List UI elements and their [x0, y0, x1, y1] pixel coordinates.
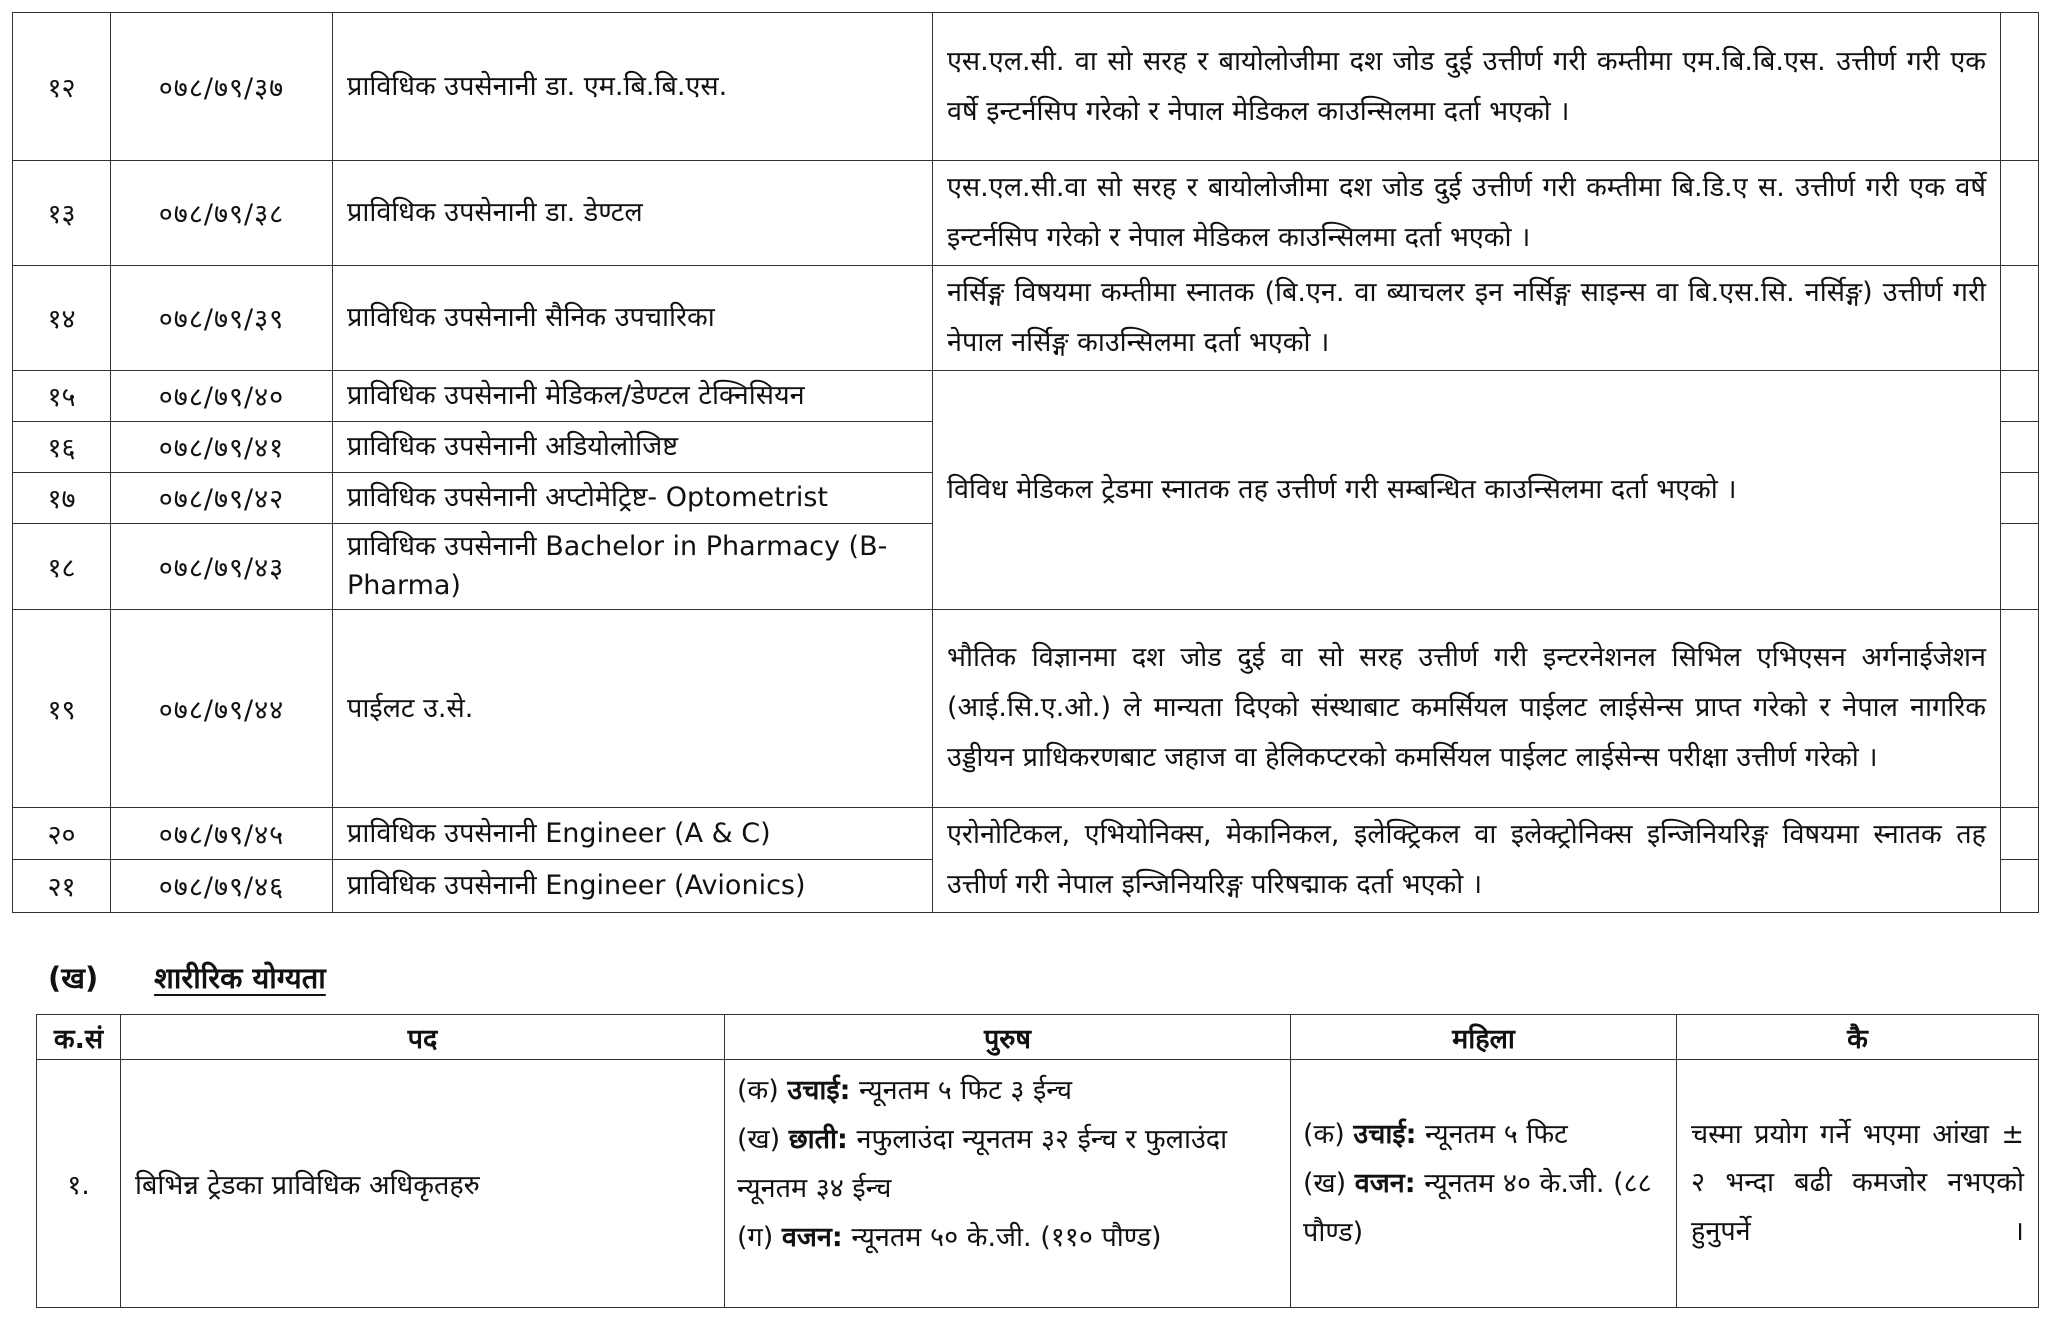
advertisement-code: ०७८/७९/४० [111, 370, 333, 421]
serial-number: १. [37, 1060, 121, 1308]
qualification-text: एस.एल.सी.वा सो सरह र बायोलोजीमा दश जोड दुई उत्तीर्ण गरी कम्तीमा बि.डि.ए स. उत्तीर्ण गरी एक वर्षे इन्टर्नसिप गरेको र नेपाल मेडिकल काउन्सिलमा दर्ता भएको । [933, 161, 2001, 266]
empty-cell [2001, 161, 2039, 266]
advertisement-code: ०७८/७९/४२ [111, 472, 333, 523]
empty-cell [2001, 13, 2039, 161]
table-row [13, 370, 2039, 421]
empty-cell [2001, 472, 2039, 523]
post-name: प्राविधिक उपसेनानी अडियोलोजिष्ट [333, 421, 933, 472]
post-name: प्राविधिक उपसेनानी डा. डेण्टल [333, 161, 933, 266]
empty-cell [2001, 370, 2039, 421]
serial-number: १३ [13, 161, 111, 266]
empty-cell [2001, 860, 2039, 912]
table-row [13, 161, 2039, 266]
advertisement-code: ०७८/७९/४५ [111, 807, 333, 859]
serial-number: १६ [13, 421, 111, 472]
empty-cell [2001, 421, 2039, 472]
post-name: प्राविधिक उपसेनानी सैनिक उपचारिका [333, 265, 933, 370]
qualification-text: नर्सिङ्ग विषयमा कम्तीमा स्नातक (बि.एन. वा ब्याचलर इन नर्सिङ्ग साइन्स वा बि.एस.सि. नर्सिङ्ग) उत्तीर्ण गरी नेपाल नर्सिङ्ग काउन्सिलमा दर्ता भएको । [933, 265, 2001, 370]
qualification-text: भौतिक विज्ञानमा दश जोड दुई वा सो सरह उत्तीर्ण गरी इन्टरनेशनल सिभिल एभिएसन अर्गनाईजेशन (आई.सि.ए.ओ.) ले मान्यता दिएको संस्थाबाट कमर्सियल पाईलट लाईसेन्स प्राप्त गरेको र नेपाल नागरिक उड्डीयन प्राधिकरणबाट जहाज वा हेलिकप्टरको कमर्सियल पाईलट लाईसेन्स परीक्षा उत्तीर्ण गरेको । [933, 609, 2001, 807]
physical-fitness-table [36, 1014, 2039, 1308]
item-prefix: (क) [1303, 1118, 1345, 1150]
post-name: बिभिन्न ट्रेडका प्राविधिक अधिकृतहरु [121, 1060, 725, 1308]
post-name: प्राविधिक उपसेनानी Bachelor in Pharmacy (B-Pharma) [333, 523, 933, 609]
item-label: वजन: [1354, 1167, 1416, 1199]
table-row [37, 1060, 2039, 1308]
section-title: शारीरिक योग्यता [154, 961, 326, 995]
advertisement-code: ०७८/७९/३८ [111, 161, 333, 266]
advertisement-code: ०७८/७९/४४ [111, 609, 333, 807]
item-text: न्यूनतम ५० के.जी. (११० पौण्ड) [851, 1222, 1162, 1254]
header-serial: क.सं [37, 1015, 121, 1060]
item-prefix: (क) [737, 1075, 779, 1106]
table-header-row [37, 1015, 2039, 1060]
post-name: पाईलट उ.से. [333, 609, 933, 807]
male-height [737, 1066, 1278, 1115]
post-name: प्राविधिक उपसेनानी Engineer (Avionics) [333, 860, 933, 912]
qualification-table [12, 12, 2039, 913]
serial-number: २० [13, 807, 111, 859]
item-label: उचाई: [1353, 1118, 1417, 1150]
empty-cell [2001, 265, 2039, 370]
section-heading [48, 958, 326, 997]
item-label: वजन: [781, 1222, 843, 1254]
empty-cell [2001, 807, 2039, 859]
serial-number: १४ [13, 265, 111, 370]
item-text: न्यूनतम ५ फिट ३ ईन्च [859, 1075, 1072, 1106]
item-text: न्यूनतम ४० के.जी. (८८ पौण्ड) [1303, 1167, 1652, 1249]
qualification-text: एरोनोटिकल, एभियोनिक्स, मेकानिकल, इलेक्ट्रिकल वा इलेक्ट्रोनिक्स इन्जिनियरिङ्ग विषयमा स्नातक तह उत्तीर्ण गरी नेपाल इन्जिनियरिङ्ग परिषद्माक दर्ता भएको । [933, 807, 2001, 912]
post-name: प्राविधिक उपसेनानी अप्टोमेट्रिष्ट- Optometrist [333, 472, 933, 523]
post-name: प्राविधिक उपसेनानी डा. एम.बि.बि.एस. [333, 13, 933, 161]
male-requirements [725, 1060, 1291, 1308]
male-chest [737, 1115, 1278, 1213]
table-row [13, 13, 2039, 161]
header-male: पुरुष [725, 1015, 1291, 1060]
post-name: प्राविधिक उपसेनानी Engineer (A & C) [333, 807, 933, 859]
serial-number: १७ [13, 472, 111, 523]
item-prefix: (ख) [1303, 1167, 1347, 1199]
serial-number: १५ [13, 370, 111, 421]
empty-cell [2001, 609, 2039, 807]
serial-number: १२ [13, 13, 111, 161]
advertisement-code: ०७८/७९/४१ [111, 421, 333, 472]
item-text: न्यूनतम ५ फिट [1425, 1118, 1568, 1150]
serial-number: २१ [13, 860, 111, 912]
table-row [13, 609, 2039, 807]
item-prefix: (ग) [737, 1222, 774, 1254]
female-height [1303, 1110, 1664, 1159]
header-post: पद [121, 1015, 725, 1060]
advertisement-code: ०७८/७९/३९ [111, 265, 333, 370]
table-row [13, 265, 2039, 370]
item-prefix: (ख) [737, 1124, 781, 1156]
male-weight [737, 1213, 1278, 1262]
serial-number: १८ [13, 523, 111, 609]
empty-cell [2001, 523, 2039, 609]
header-remarks: कै [1677, 1015, 2039, 1060]
section-number: (ख) [48, 961, 99, 995]
item-label: उचाई: [787, 1075, 851, 1106]
serial-number: १९ [13, 609, 111, 807]
advertisement-code: ०७८/७९/४३ [111, 523, 333, 609]
post-name: प्राविधिक उपसेनानी मेडिकल/डेण्टल टेक्निसियन [333, 370, 933, 421]
remarks-text: चस्मा प्रयोग गर्ने भएमा आंखा ± २ भन्दा बढी कमजोर नभएको हुनुपर्ने । [1677, 1060, 2039, 1308]
advertisement-code: ०७८/७९/३७ [111, 13, 333, 161]
item-text: नफुलाउंदा न्यूनतम ३२ ईन्च र फुलाउंदा न्यूनतम ३४ ईन्च [737, 1124, 1228, 1205]
female-weight [1303, 1159, 1664, 1257]
qualification-text: विविध मेडिकल ट्रेडमा स्नातक तह उत्तीर्ण गरी सम्बन्धित काउन्सिलमा दर्ता भएको । [933, 370, 2001, 609]
item-label: छाती: [788, 1124, 848, 1156]
advertisement-code: ०७८/७९/४६ [111, 860, 333, 912]
header-female: महिला [1291, 1015, 1677, 1060]
table-row [13, 807, 2039, 859]
female-requirements [1291, 1060, 1677, 1308]
qualification-text: एस.एल.सी. वा सो सरह र बायोलोजीमा दश जोड दुई उत्तीर्ण गरी कम्तीमा एम.बि.बि.एस. उत्तीर्ण गरी एक वर्षे इन्टर्नसिप गरेको र नेपाल मेडिकल काउन्सिलमा दर्ता भएको । [933, 13, 2001, 161]
